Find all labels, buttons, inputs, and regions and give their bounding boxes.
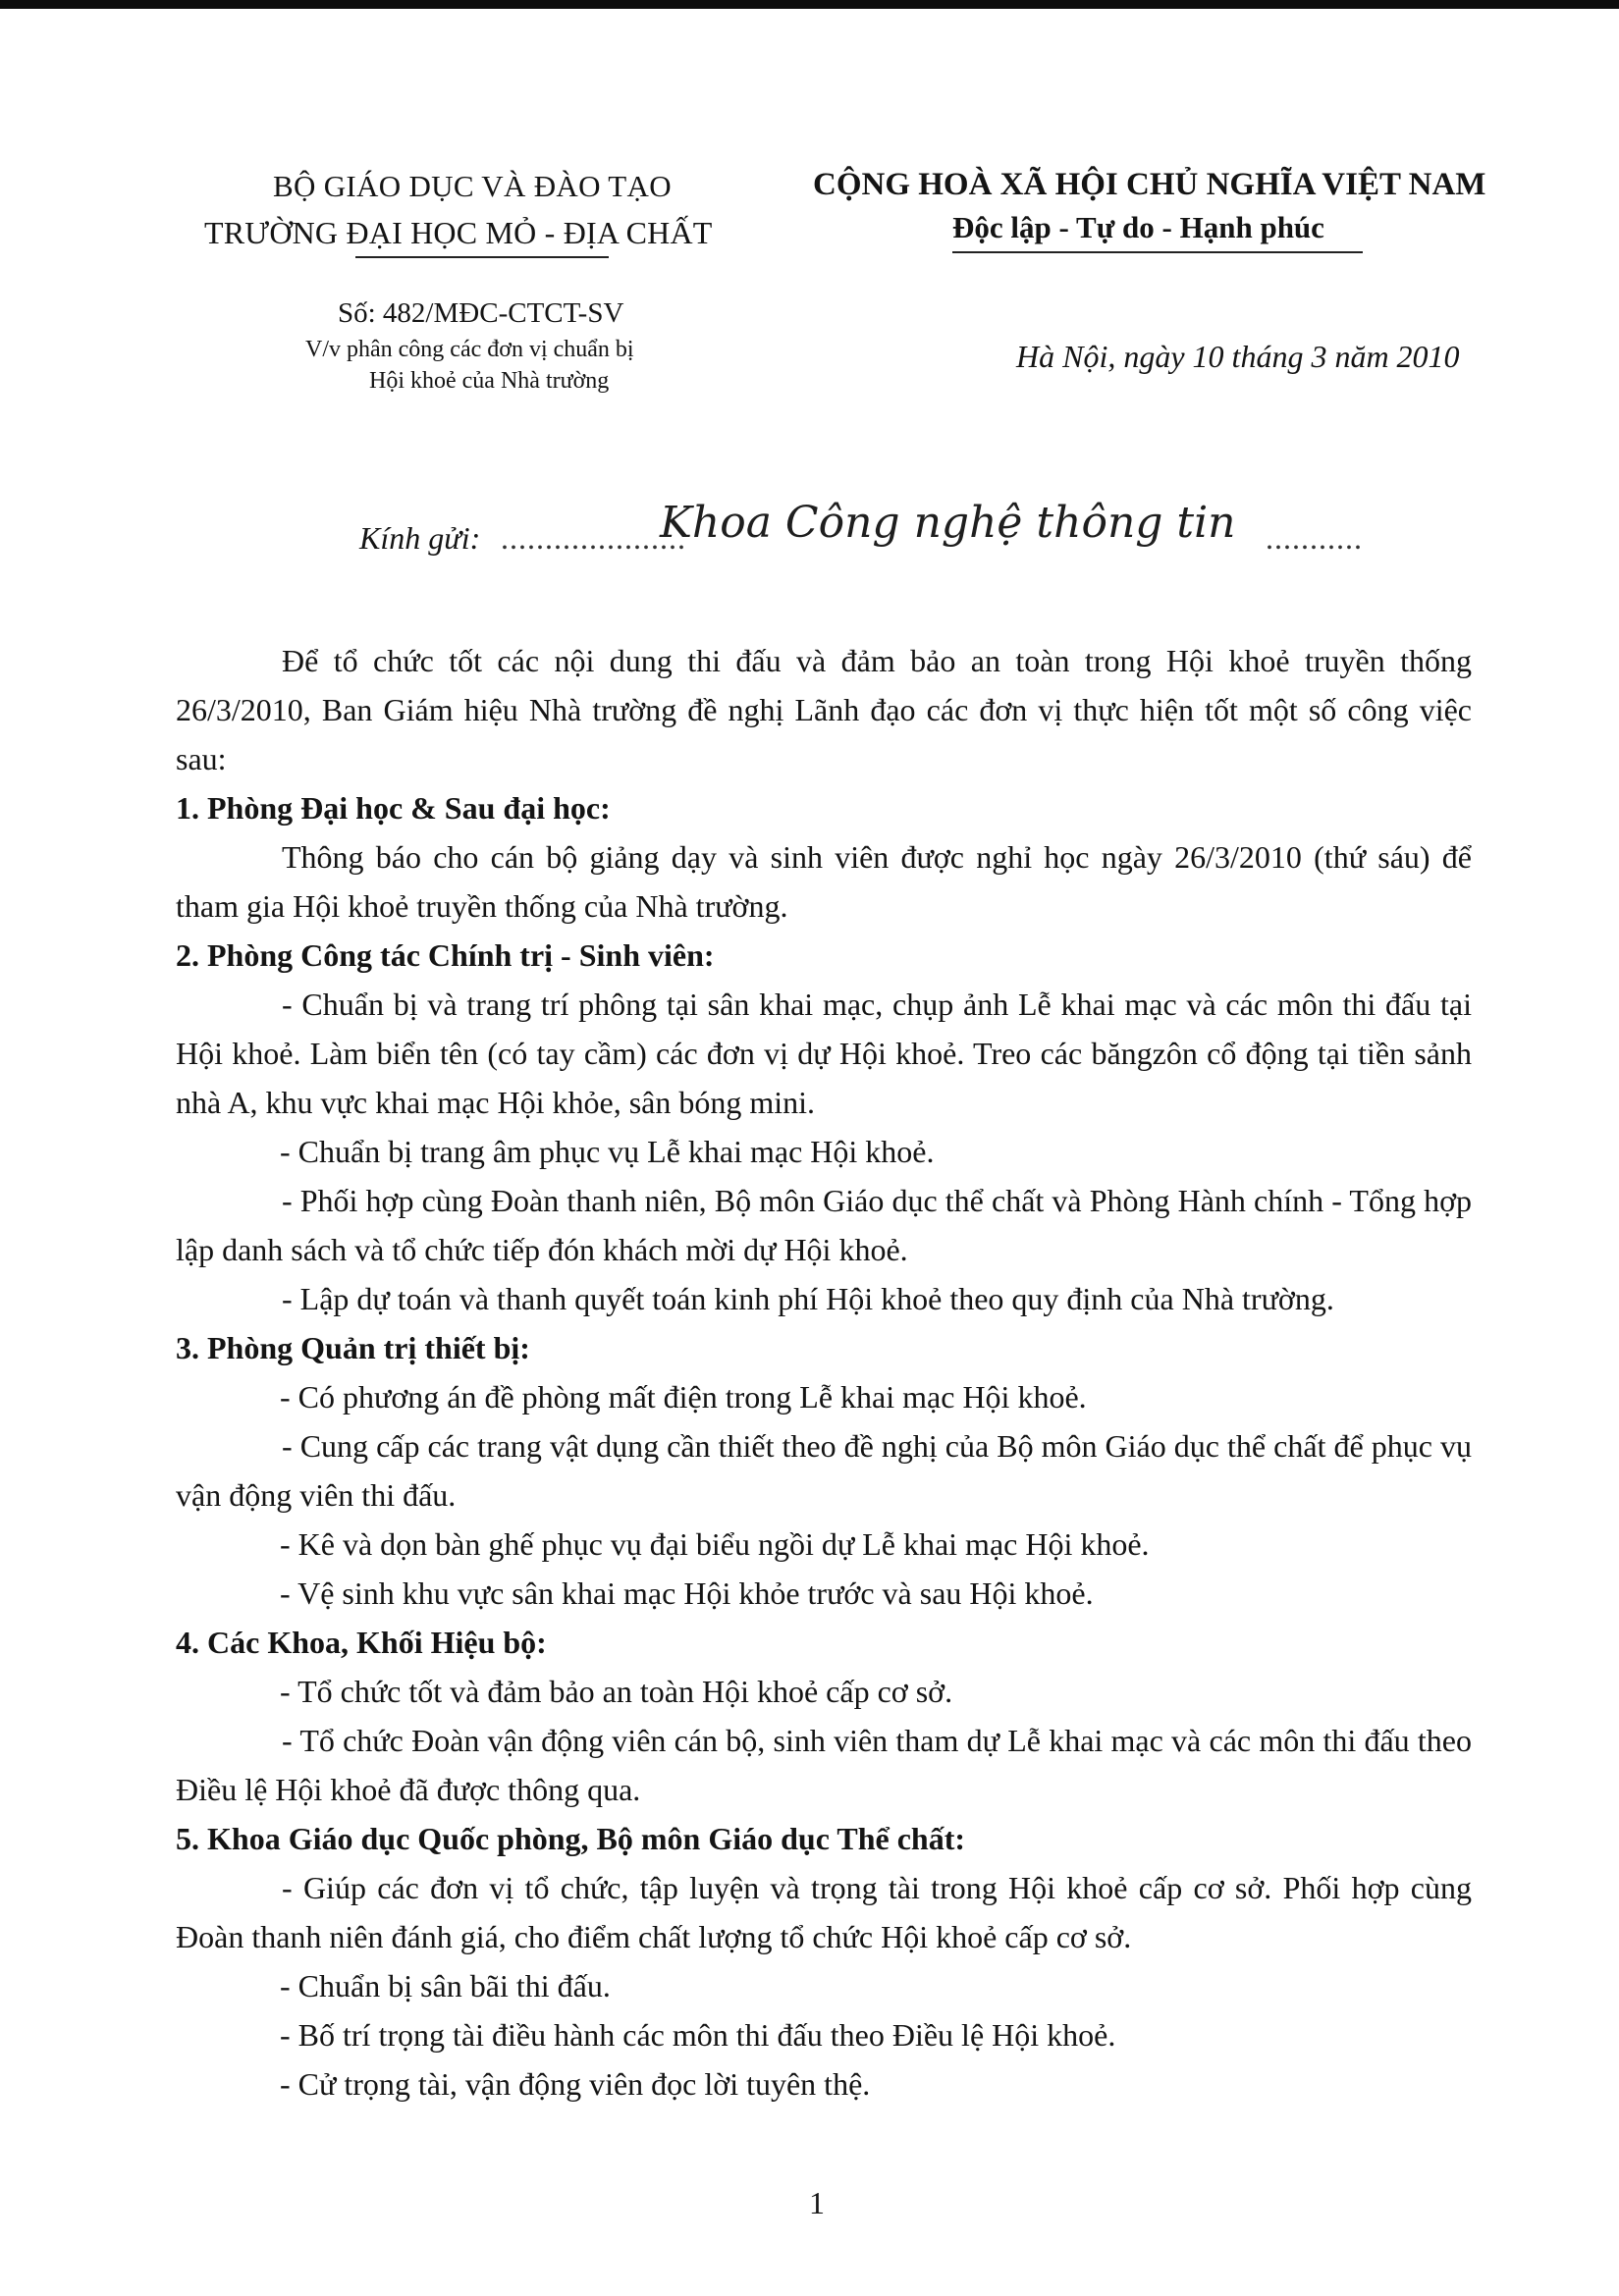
section-4-item: - Tổ chức Đoàn vận động viên cán bộ, sinh viên tham dự Lễ khai mạc và các môn thi đấu theo Điều lệ Hội khoẻ đã được thông qua. (176, 1723, 1472, 1807)
national-motto: Độc lập - Tự do - Hạnh phúc (952, 210, 1324, 244)
section-2-heading: 2. Phòng Công tác Chính trị - Sinh viên: (176, 937, 715, 973)
section-5-item: - Giúp các đơn vị tổ chức, tập luyện và trọng tài trong Hội khoẻ cấp cơ sở. Phối hợp cùng Đoàn thanh niên đánh giá, cho điểm chất lượng tổ chức Hội khoẻ cấp cơ sở. (176, 1870, 1472, 1954)
section-2-item: - Lập dự toán và thanh quyết toán kinh phí Hội khoẻ theo quy định của Nhà trường. (282, 1281, 1334, 1316)
university-underline (355, 256, 609, 258)
document-number: Số: 482/MĐC-CTCT-SV (338, 297, 624, 329)
motto-underline (952, 251, 1363, 253)
section-2-item: - Chuẩn bị trang âm phục vụ Lễ khai mạc Hội khoẻ. (280, 1134, 935, 1169)
section-5-item: - Chuẩn bị sân bãi thi đấu. (280, 1968, 611, 2003)
subject-line-1: V/v phân công các đơn vị chuẩn bị (305, 337, 634, 362)
section-2-item: - Chuẩn bị và trang trí phông tại sân khai mạc, chụp ảnh Lễ khai mạc và các môn thi đấu tại Hội khoẻ. Làm biển tên (có tay cầm) các đơn vị dự Hội khoẻ. Treo các băngzôn cổ động tại tiền sảnh nhà A, khu vực khai mạc Hội khỏe, sân bóng mini. (176, 987, 1472, 1120)
recipient-dots: ..................... ........... (501, 520, 1363, 556)
ministry-name: BỘ GIÁO DỤC VÀ ĐÀO TẠO (273, 169, 672, 203)
section-5-item: - Cử trọng tài, vận động viên đọc lời tuyên thệ. (280, 2066, 871, 2102)
section-3-item: - Có phương án đề phòng mất điện trong Lễ khai mạc Hội khoẻ. (280, 1379, 1087, 1415)
section-1-item: Thông báo cho cán bộ giảng dạy và sinh viên được nghỉ học ngày 26/3/2010 (thứ sáu) để tham gia Hội khoẻ truyền thống của Nhà trường. (176, 839, 1472, 924)
university-name: TRƯỜNG ĐẠI HỌC MỎ - ĐỊA CHẤT (204, 215, 713, 250)
recipient-handwritten: Khoa Công nghệ thông tin (660, 498, 1236, 548)
section-3-item: - Cung cấp các trang vật dụng cần thiết theo đề nghị của Bộ môn Giáo dục thể chất để phục vụ vận động viên thi đấu. (176, 1428, 1472, 1513)
section-2-item: - Phối hợp cùng Đoàn thanh niên, Bộ môn Giáo dục thể chất và Phòng Hành chính - Tổng hợp lập danh sách và tổ chức tiếp đón khách mời dự Hội khoẻ. (176, 1183, 1472, 1267)
section-5-heading: 5. Khoa Giáo dục Quốc phòng, Bộ môn Giáo dục Thể chất: (176, 1821, 965, 1856)
recipient-label: Kính gửi: (359, 520, 481, 556)
section-1-heading: 1. Phòng Đại học & Sau đại học: (176, 790, 611, 826)
intro-paragraph: Để tổ chức tốt các nội dung thi đấu và đảm bảo an toàn trong Hội khoẻ truyền thống 26/3/2010, Ban Giám hiệu Nhà trường đề nghị Lãnh đạo các đơn vị thực hiện tốt một số công việc sau: (176, 643, 1472, 776)
document-body (176, 636, 1472, 2109)
section-4-item: - Tổ chức tốt và đảm bảo an toàn Hội khoẻ cấp cơ sở. (280, 1674, 953, 1709)
subject-line-2: Hội khoẻ của Nhà trường (369, 368, 610, 394)
page-number: 1 (809, 2185, 825, 2220)
document-date: Hà Nội, ngày 10 tháng 3 năm 2010 (1016, 339, 1460, 374)
section-3-heading: 3. Phòng Quản trị thiết bị: (176, 1330, 530, 1365)
section-5-item: - Bố trí trọng tài điều hành các môn thi đấu theo Điều lệ Hội khoẻ. (280, 2017, 1116, 2053)
republic-name: CỘNG HOÀ XÃ HỘI CHỦ NGHĨA VIỆT NAM (813, 167, 1486, 202)
scan-top-border (0, 0, 1619, 9)
section-3-item: - Vệ sinh khu vực sân khai mạc Hội khỏe trước và sau Hội khoẻ. (280, 1575, 1094, 1611)
section-3-item: - Kê và dọn bàn ghế phục vụ đại biểu ngồi dự Lễ khai mạc Hội khoẻ. (280, 1526, 1150, 1562)
section-4-heading: 4. Các Khoa, Khối Hiệu bộ: (176, 1625, 547, 1660)
